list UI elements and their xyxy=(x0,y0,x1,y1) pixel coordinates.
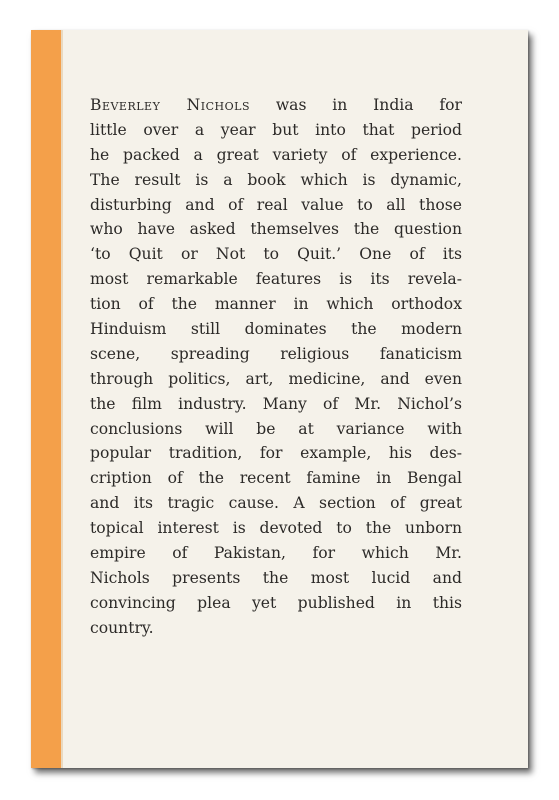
author-name: Beverley Nichols xyxy=(90,96,251,114)
blurb-line-22: country. xyxy=(90,618,154,637)
blurb-line-19: empire of Pakistan, for which Mr. xyxy=(90,544,462,563)
blurb-line-4: The result is a book which is dynamic, xyxy=(90,170,462,189)
spine-edge xyxy=(61,30,63,768)
blurb-line-14: conclusions will be at variance with xyxy=(90,419,462,438)
blurb-line-6: who have asked themselves the question xyxy=(90,220,462,239)
blurb-line-12: through politics, art, medicine, and even xyxy=(90,369,462,388)
blurb-line-1-rest: was in India for xyxy=(250,96,463,114)
blurb-line-3: he packed a great variety of experience. xyxy=(90,145,462,164)
orange-spine-strip xyxy=(31,30,61,768)
blurb-line-5: disturbing and of real value to all those xyxy=(90,195,462,214)
blurb-line-9: tion of the manner in which orthodox xyxy=(90,295,462,314)
blurb-text xyxy=(90,93,462,641)
blurb-line-1 xyxy=(90,93,462,118)
blurb-line-20: Nichols presents the most lucid and xyxy=(90,568,462,587)
blurb-line-11: scene, spreading religious fanaticism xyxy=(90,344,462,363)
book-flap-page xyxy=(31,30,528,768)
blurb-line-16: cription of the recent famine in Bengal xyxy=(90,469,462,488)
blurb-line-7: ‘to Quit or Not to Quit.’ One of its xyxy=(90,245,462,264)
blurb-line-15: popular tradition, for example, his des- xyxy=(90,444,462,463)
blurb-line-13: the film industry. Many of Mr. Nichol’s xyxy=(90,394,462,413)
blurb-line-10: Hinduism still dominates the modern xyxy=(90,320,462,339)
blurb-line-8: most remarkable features is its revela- xyxy=(90,270,462,289)
blurb-line-17: and its tragic cause. A section of great xyxy=(90,494,462,513)
blurb-line-21: convincing plea yet published in this xyxy=(90,593,462,612)
blurb-line-18: topical interest is devoted to the unborn xyxy=(90,519,462,538)
blurb-line-2: little over a year but into that period xyxy=(90,120,462,139)
